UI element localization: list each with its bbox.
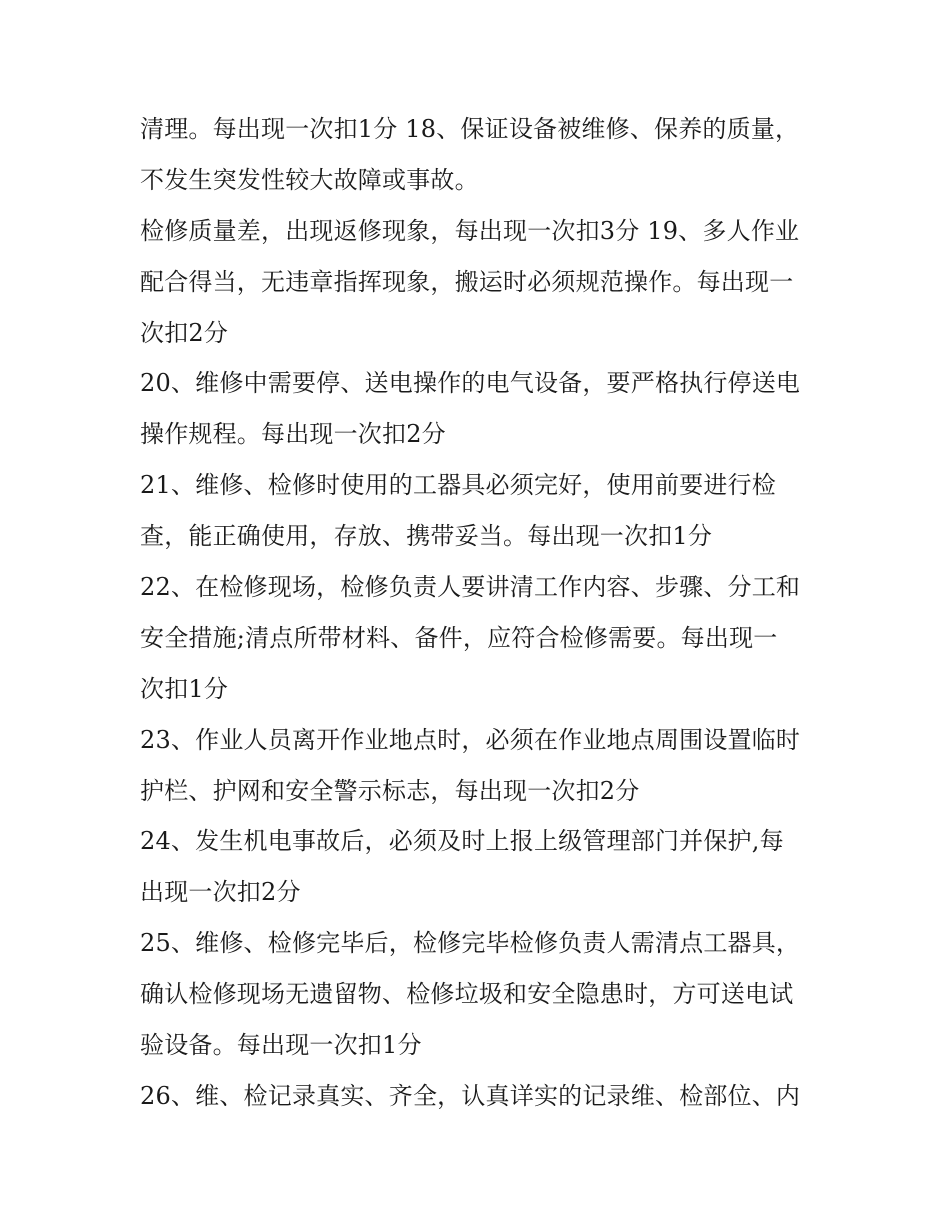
text-line: 26、维、检记录真实、齐全，认真详实的记录维、检部位、内 — [140, 1081, 801, 1110]
text-line: 确认检修现场无遗留物、检修垃圾和安全隐患时，方可送电试 — [140, 980, 794, 1009]
document-body — [140, 104, 820, 1122]
text-line: 验设备。每出现一次扣1分 — [140, 1031, 422, 1060]
text-line: 次扣1分 — [140, 674, 229, 703]
text-line: 23、作业人员离开作业地点时，必须在作业地点周围设置临时 — [140, 725, 801, 754]
text-line: 护栏、护网和安全警示标志，每出现一次扣2分 — [140, 776, 640, 805]
text-line: 安全措施;清点所带材料、备件，应符合检修需要。每出现一 — [140, 623, 778, 652]
text-line: 21、维修、检修时使用的工器具必须完好，使用前要进行检 — [140, 471, 776, 500]
text-line: 22、在检修现场，检修负责人要讲清工作内容、步骤、分工和 — [140, 573, 801, 602]
text-line: 配合得当，无违章指挥现象，搬运时必须规范操作。每出现一 — [140, 267, 794, 296]
text-line: 24、发生机电事故后，必须及时上报上级管理部门并保护,每 — [140, 827, 784, 856]
text-line: 20、维修中需要停、送电操作的电气设备，要严格执行停送电 — [140, 369, 801, 398]
text-line: 查，能正确使用，存放、携带妥当。每出现一次扣1分 — [140, 522, 713, 551]
text-line: 检修质量差，出现返修现象，每出现一次扣3分 19、多人作业 — [140, 216, 800, 245]
text-line: 操作规程。每出现一次扣2分 — [140, 420, 446, 449]
text-line: 次扣2分 — [140, 318, 229, 347]
text-line: 不发生突发性较大故障或事故。 — [140, 165, 479, 194]
text-line: 出现一次扣2分 — [140, 878, 301, 907]
text-line: 清理。每出现一次扣1分 18、保证设备被维修、保养的质量， — [140, 115, 800, 143]
text-line: 25、维修、检修完毕后，检修完毕检修负责人需清点工器具， — [140, 929, 801, 958]
